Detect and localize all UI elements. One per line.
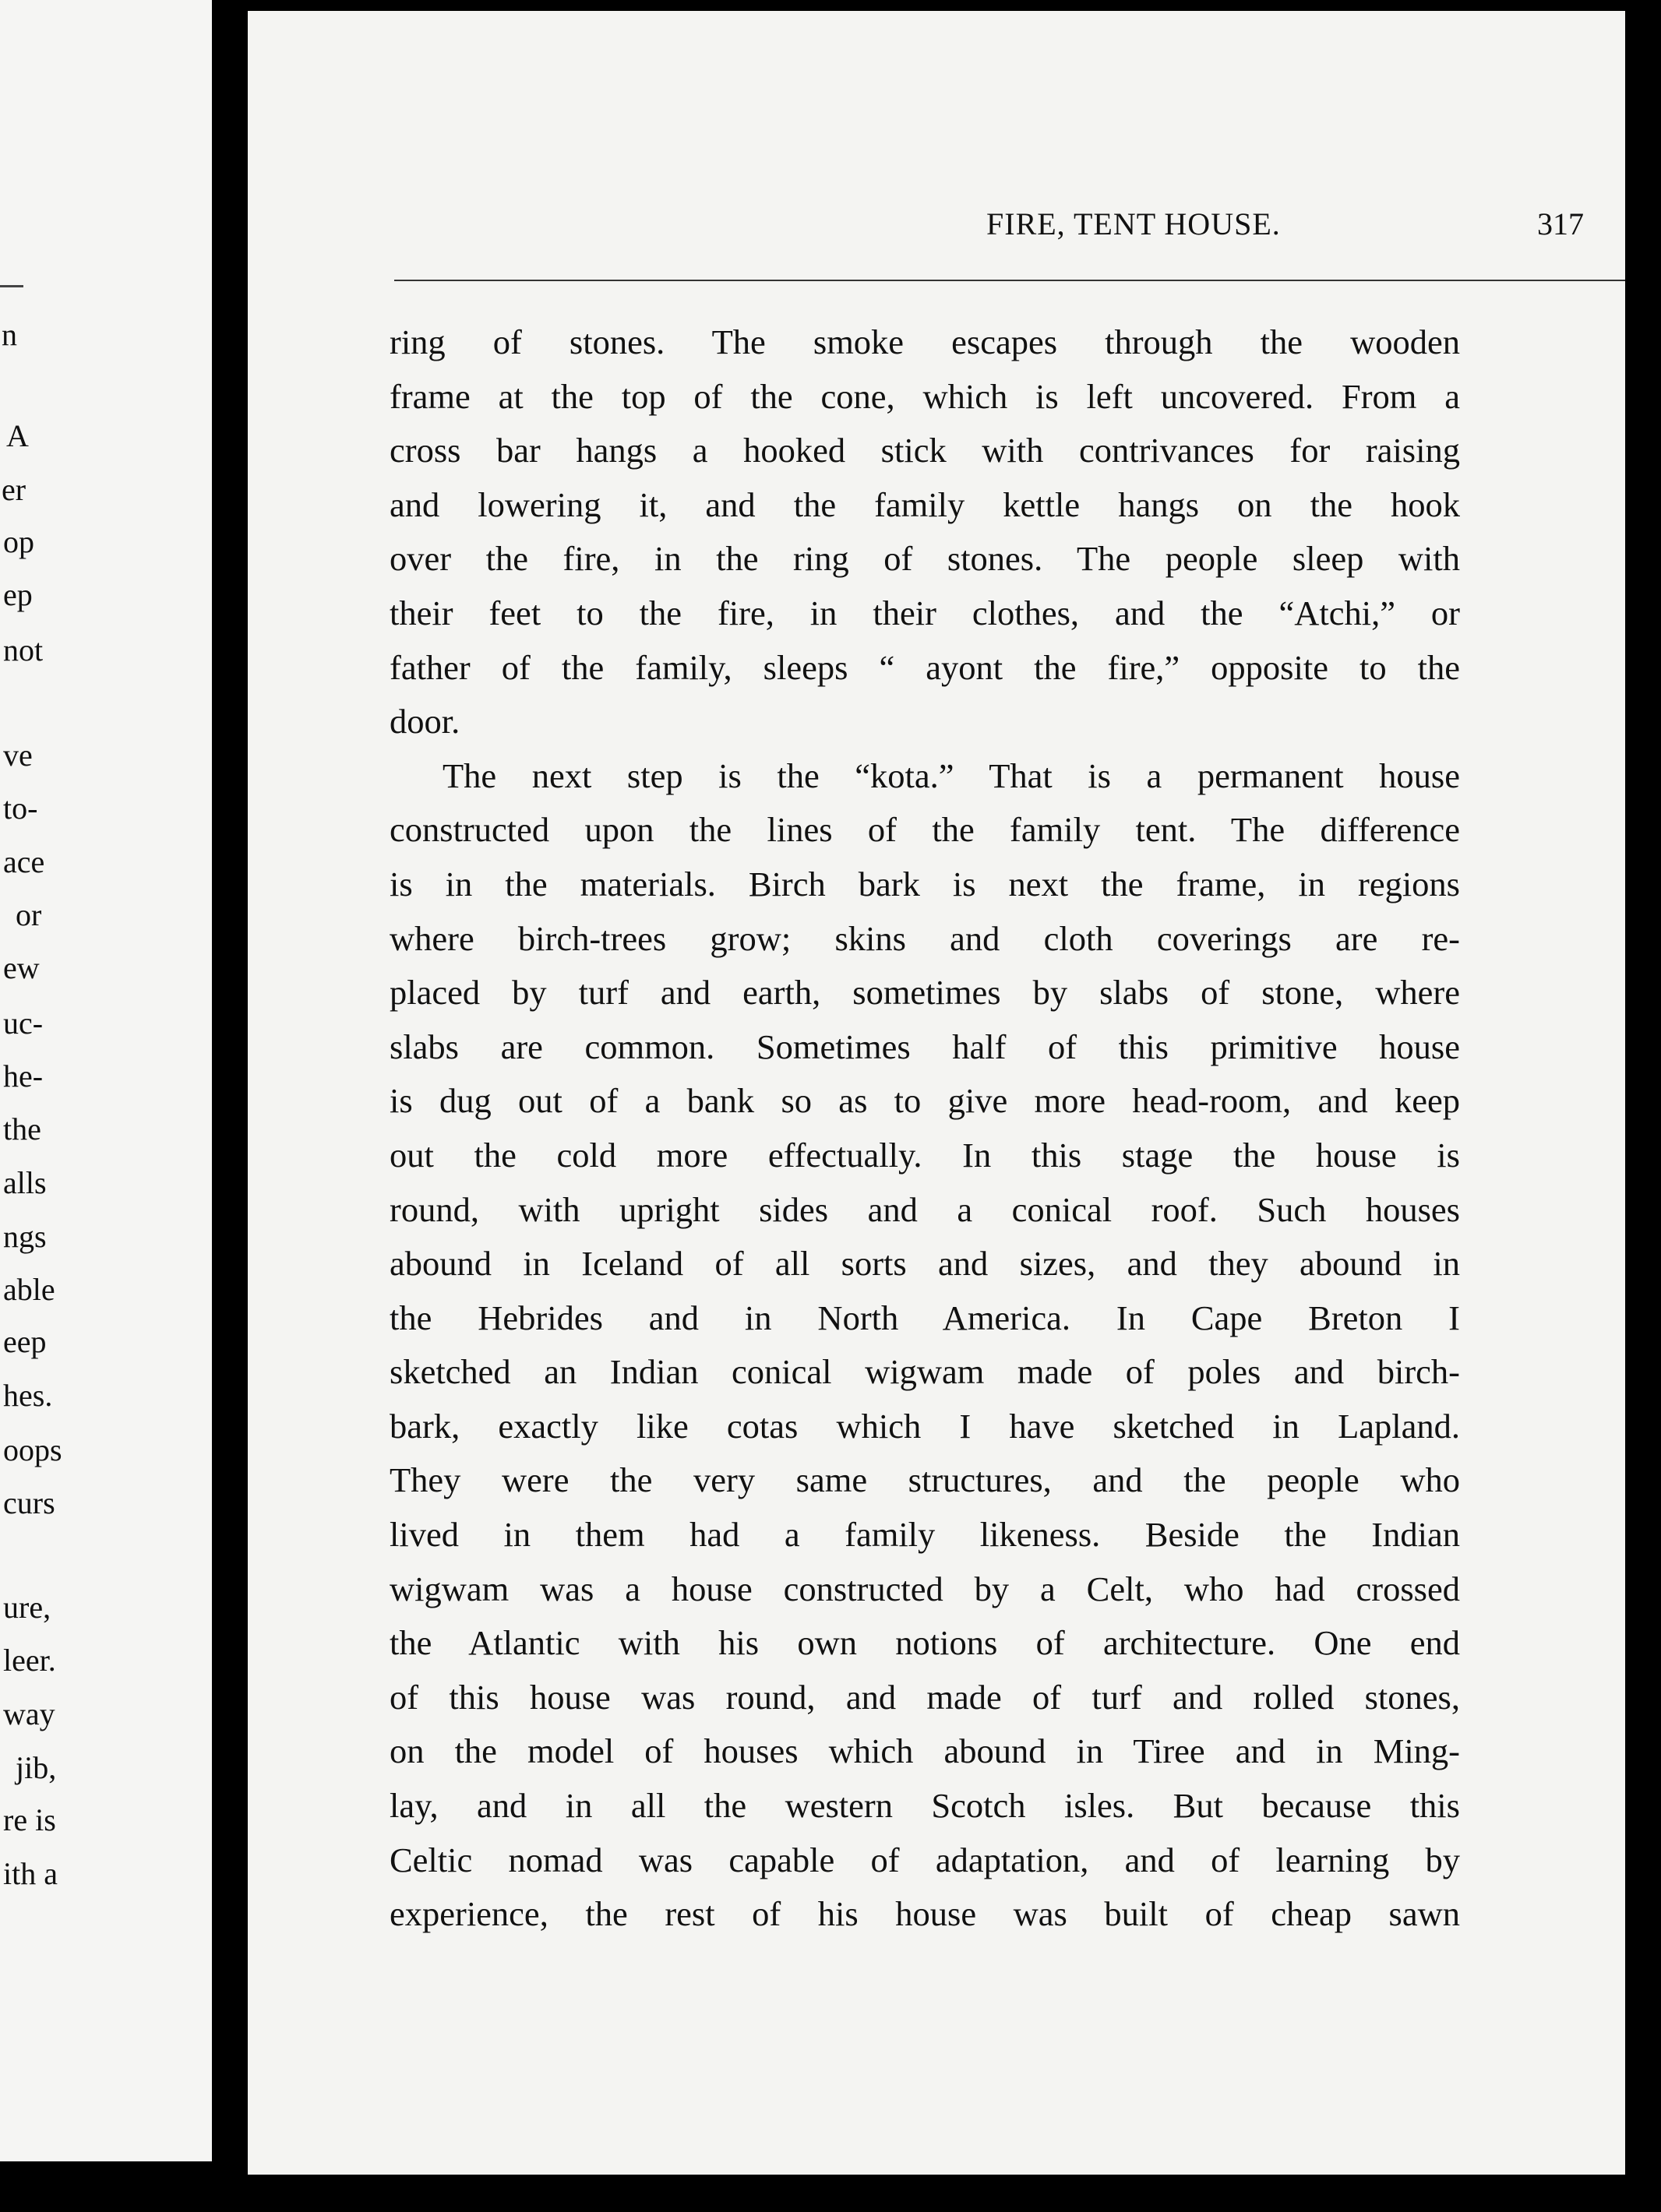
text-line: is in the materials. Birch bark is next the frame, in regions	[390, 864, 1460, 903]
running-title: FIRE, TENT HOUSE.	[986, 206, 1281, 241]
previous-page-fragment: the	[3, 1111, 41, 1147]
text-line: ring of stones. The smoke escapes through the wooden	[390, 322, 1460, 361]
text-line: slabs are common. Sometimes half of this primitive house	[390, 1027, 1460, 1066]
text-line: their feet to the fire, in their clothes, and the “Atchi,” or	[390, 593, 1460, 632]
previous-page-fragment: A	[6, 418, 29, 453]
text-line: and lowering it, and the family kettle hangs on the hook	[390, 484, 1460, 524]
running-head	[394, 206, 1625, 252]
text-line: wigwam was a house constructed by a Celt, who had crossed	[390, 1569, 1460, 1608]
text-line: the Atlantic with his own notions of architecture. One end	[390, 1623, 1460, 1663]
text-line: lived in them had a family likeness. Beside the Indian	[390, 1515, 1460, 1555]
text-line: abound in Iceland of all sorts and sizes, and they abound in	[390, 1244, 1460, 1284]
text-line: out the cold more effectually. In this stage the house is	[390, 1135, 1460, 1175]
previous-page-fragment: ngs	[3, 1219, 47, 1254]
text-line: the Hebrides and in North America. In Cape Breton I	[390, 1298, 1460, 1337]
previous-page-fragment: ith a	[3, 1856, 58, 1891]
header-rule	[394, 280, 1625, 281]
previous-page-edge	[0, 0, 212, 2161]
previous-page-fragment: leer.	[3, 1643, 56, 1678]
previous-page-fragment: eep	[3, 1324, 47, 1359]
text-line: father of the family, sleeps “ ayont the fire,” opposite to the	[390, 647, 1460, 687]
text-line: They were the very same structures, and the people who	[390, 1460, 1460, 1500]
text-line: constructed upon the lines of the family tent. The difference	[390, 810, 1460, 850]
previous-page-fragment: curs	[3, 1485, 55, 1520]
previous-page-fragment: ew	[3, 950, 40, 985]
text-line: is dug out of a bank so as to give more head-room, and keep	[390, 1081, 1460, 1121]
previous-page-fragment: er	[2, 472, 26, 507]
text-line: over the fire, in the ring of stones. The people sleep with	[390, 539, 1460, 579]
previous-page-fragment: re is	[3, 1802, 56, 1837]
previous-page-fragment: to-	[3, 791, 38, 826]
page-number: 317	[1537, 206, 1584, 241]
text-line: bark, exactly like cotas which I have sketched in Lapland.	[390, 1406, 1460, 1446]
text-line: sketched an Indian conical wigwam made of poles and birch-	[390, 1352, 1460, 1392]
previous-page-fragment: ure,	[3, 1590, 51, 1625]
previous-page-fragment: alls	[3, 1165, 47, 1200]
text-line: cross bar hangs a hooked stick with contrivances for raising	[390, 431, 1460, 470]
text-line: round, with upright sides and a conical roof. Such houses	[390, 1189, 1460, 1229]
text-line: where birch-trees grow; skins and cloth coverings are re-	[390, 918, 1460, 958]
previous-page-fragment: or	[16, 897, 42, 932]
previous-page-fragment: way	[3, 1696, 55, 1731]
previous-page-fragment: ace	[3, 844, 45, 879]
book-page	[248, 11, 1625, 2175]
text-line: experience, the rest of his house was built of cheap sawn	[390, 1894, 1460, 1934]
previous-page-fragment: oops	[3, 1432, 62, 1467]
previous-page-rule	[0, 285, 23, 287]
previous-page-fragment: hes.	[3, 1378, 53, 1413]
body-text	[390, 315, 1460, 1942]
previous-page-fragment: ve	[3, 738, 33, 773]
previous-page-fragment: jib,	[16, 1750, 57, 1785]
previous-page-fragment: ep	[3, 577, 33, 612]
text-line: lay, and in all the western Scotch isles. But because this	[390, 1786, 1460, 1826]
previous-page-fragment: able	[3, 1272, 55, 1307]
previous-page-fragment: uc-	[3, 1006, 44, 1041]
text-line: Celtic nomad was capable of adaptation, and of learning by	[390, 1840, 1460, 1879]
previous-page-fragment: not	[3, 632, 44, 667]
text-line: frame at the top of the cone, which is left uncovered. From a	[390, 376, 1460, 416]
text-line: The next step is the “kota.” That is a permanent house	[443, 756, 1460, 795]
text-line: on the model of houses which abound in Tiree and in Ming-	[390, 1731, 1460, 1771]
previous-page-fragment: op	[3, 524, 34, 559]
text-line: placed by turf and earth, sometimes by slabs of stone, where	[390, 973, 1460, 1013]
previous-page-fragment: n	[2, 317, 17, 352]
text-line: door.	[390, 702, 460, 741]
text-line: of this house was round, and made of turf and rolled stones,	[390, 1677, 1460, 1717]
previous-page-fragment: he-	[3, 1058, 44, 1094]
